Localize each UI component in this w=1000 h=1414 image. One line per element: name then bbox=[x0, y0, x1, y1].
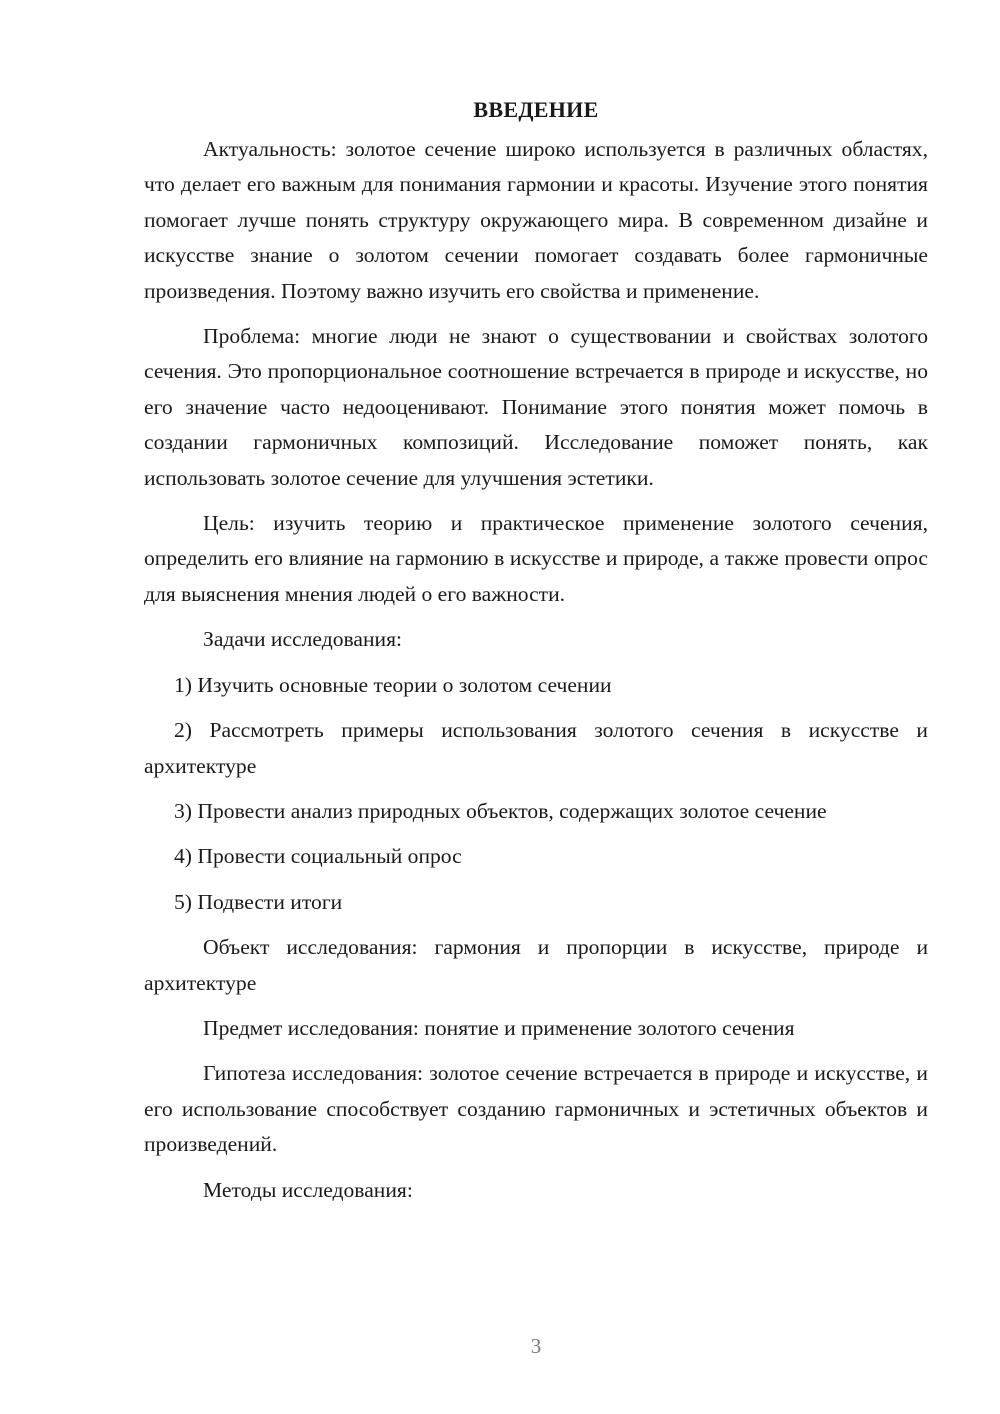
task-item-2: 2) Рассмотреть примеры использования золотого сечения в искусстве и архитектуре bbox=[144, 718, 928, 778]
task-item-4: 4) Провести социальный опрос bbox=[174, 844, 462, 869]
paragraph-problem: Проблема: многие люди не знают о существовании и свойствах золотого сечения. Это пропорциональное соотношение встречается в природе и искусстве, но его значение часто недооценивают. Понимание этого понятия может помочь в создании гармоничных композиций. Исследование поможет понять, как использовать золотое сечение для улучшения эстетики. bbox=[144, 324, 928, 490]
paragraph-methods: Методы исследования: bbox=[203, 1177, 413, 1202]
document-page bbox=[144, 92, 928, 1218]
paragraph-tasks-heading: Задачи исследования: bbox=[203, 627, 403, 652]
paragraph-relevance: Актуальность: золотое сечение широко используется в различных областях, что делает его важным для понимания гармонии и красоты. Изучение этого понятия помогает лучше понять структуру окружающего мира. В современном дизайне и искусстве знание о золотом сечении помогает создавать более гармоничные произведения. Поэтому важно изучить его свойства и применение. bbox=[144, 137, 928, 303]
paragraph-goal: Цель: изучить теорию и практическое применение золотого сечения, определить его влияние на гармонию в искусстве и природе, а также провести опрос для выяснения мнения людей о его важности. bbox=[144, 511, 928, 606]
task-item-5: 5) Подвести итоги bbox=[174, 889, 343, 914]
paragraph-subject: Предмет исследования: понятие и применение золотого сечения bbox=[203, 1015, 795, 1040]
document-title: ВВЕДЕНИЕ bbox=[473, 97, 599, 122]
task-item-1: 1) Изучить основные теории о золотом сечении bbox=[174, 672, 612, 697]
paragraph-hypothesis: Гипотеза исследования: золотое сечение встречается в природе и искусстве, и его использование способствует созданию гармоничных и эстетичных объектов и произведений. bbox=[144, 1061, 928, 1157]
page-number: 3 bbox=[530, 1334, 542, 1358]
paragraph-object: Объект исследования: гармония и пропорции в искусстве, природе и архитектуре bbox=[144, 935, 928, 995]
task-item-3: 3) Провести анализ природных объектов, содержащих золотое сечение bbox=[174, 798, 827, 823]
